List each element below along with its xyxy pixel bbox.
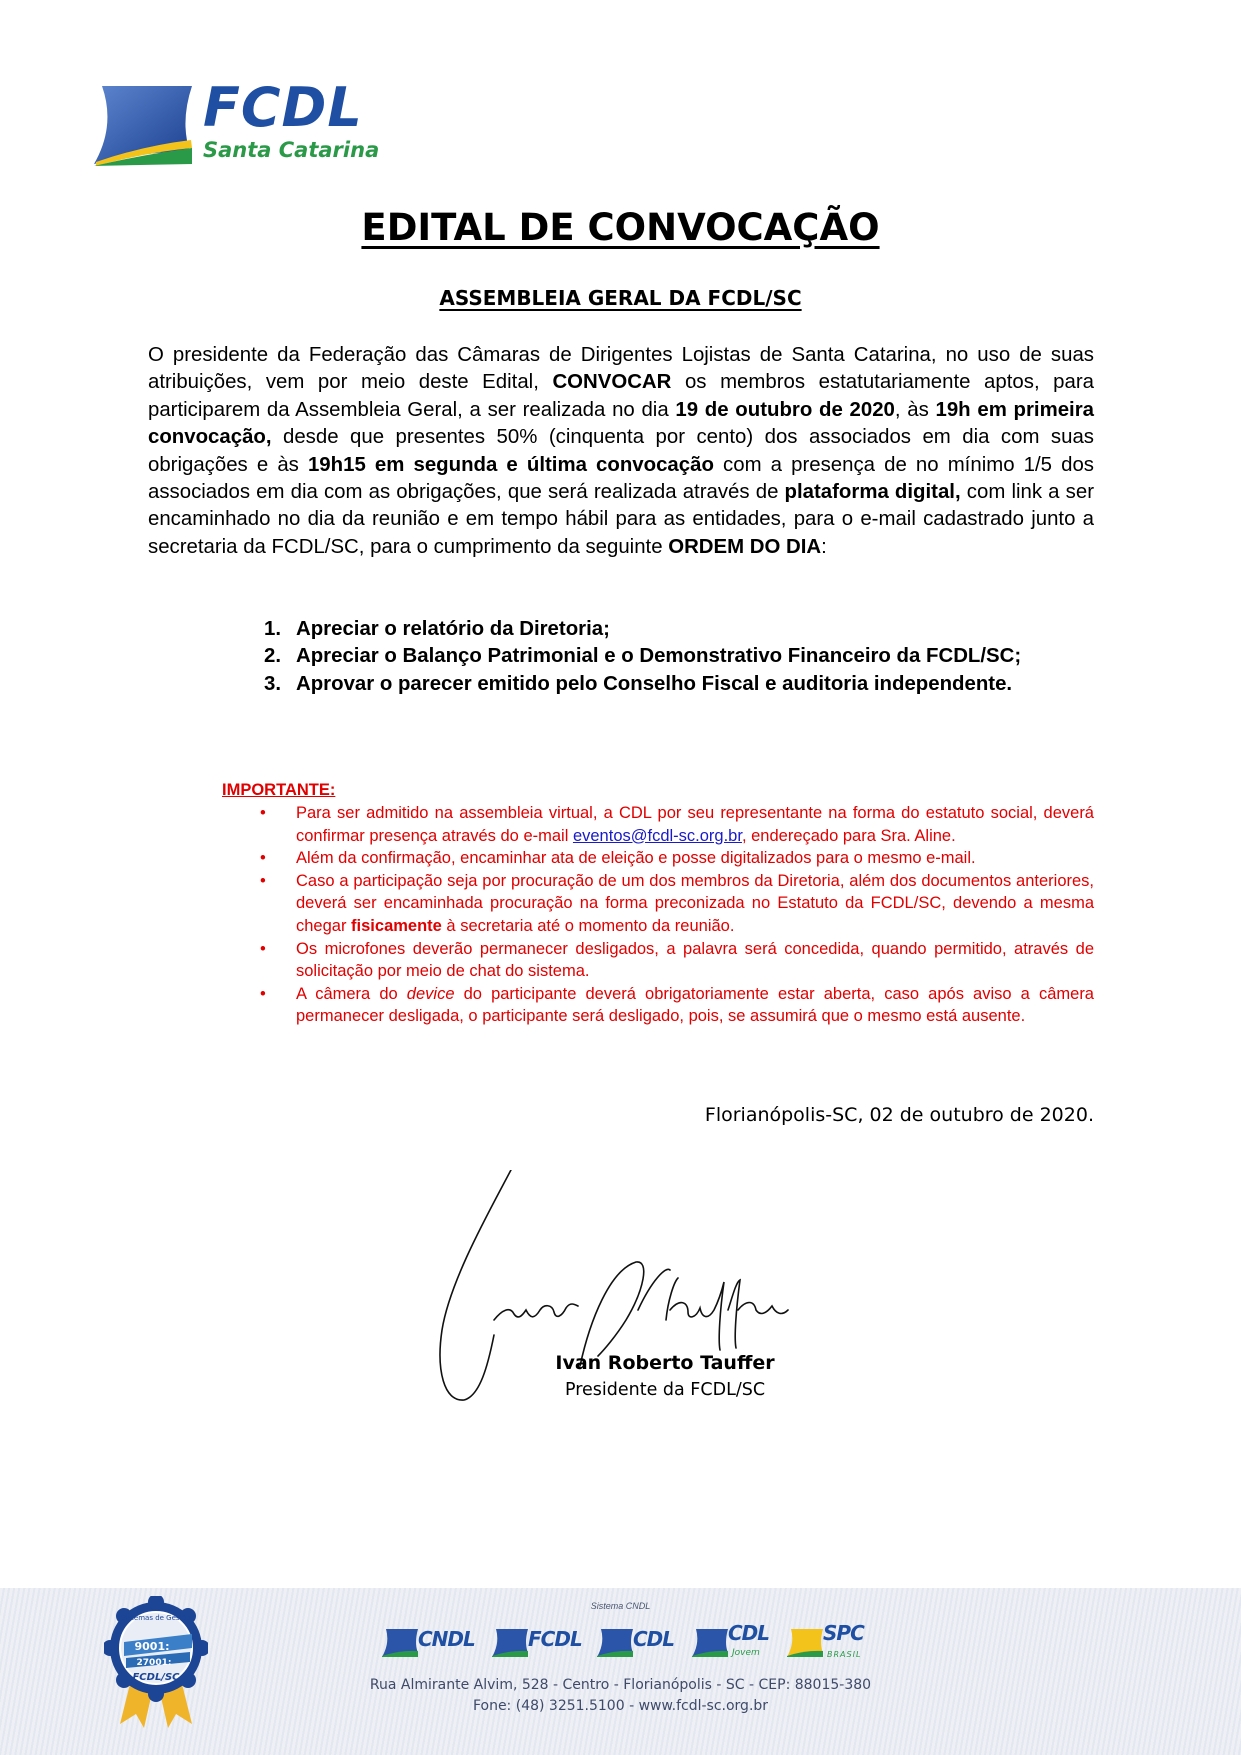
important-text: do participante deverá obrigatoriamente estar aberta, caso após aviso a câmera permanecer desligada, o participante será desligado, pois, se assumirá que o mesmo está ausente. [296, 984, 1094, 1026]
paragraph-text: os membros estatutariamente aptos, para participarem da Assembleia Geral, a ser realizada no dia [148, 371, 1094, 421]
brand-name: SPC [823, 1621, 864, 1645]
important-item [258, 802, 1094, 847]
important-item [258, 983, 1094, 1028]
agenda-number: 3. [264, 672, 282, 695]
logo-title: FCDL [203, 76, 363, 139]
spc-swoosh-icon [787, 1629, 825, 1657]
paragraph-text: O presidente da Federação das Câmaras de Dirigentes Lojistas de Santa Catarina, no uso de suas atribuições, vem por meio deste Edital, [148, 344, 1094, 394]
document-title: EDITAL DE CONVOCAÇÃO [361, 206, 880, 249]
logo-subtitle: Santa Catarina [203, 138, 380, 162]
seal-27001: 27001: [136, 1658, 172, 1668]
document-subtitle: ASSEMBLEIA GERAL DA FCDL/SC [439, 286, 802, 310]
bullet-icon: • [260, 804, 266, 822]
email-link[interactable]: eventos@fcdl-sc.org.br [572, 826, 742, 845]
date-line: Florianópolis-SC, 02 de outubro de 2020. [704, 1104, 1094, 1126]
agenda-item [262, 671, 1094, 698]
important-list [258, 802, 1094, 1028]
paragraph-emphasis: 19h em primeira convocação, [148, 398, 1094, 449]
important-item [258, 938, 1094, 983]
seal-9001: 9001: [134, 1640, 170, 1653]
brand-name: CNDL [418, 1627, 475, 1651]
fcdl-logo-swoosh-icon [92, 82, 202, 170]
address-line: Rua Almirante Alvim, 528 - Centro - Florianópolis - SC - CEP: 88015-380 [369, 1677, 872, 1693]
signer-role: Presidente da FCDL/SC [564, 1380, 766, 1400]
important-text: Além da confirmação, encaminhar ata de eleição e posse digitalizados para o mesmo e-mail. [296, 849, 976, 868]
brand-sub: Jovem [732, 1648, 760, 1658]
paragraph-emphasis: CONVOCAR [552, 371, 672, 394]
paragraph-emphasis: 19h15 em segunda e última convocação [307, 453, 714, 476]
sistema-label: Sistema CNDL [590, 1601, 651, 1611]
bullet-icon: • [260, 871, 266, 890]
paragraph-emphasis: ORDEM DO DIA [668, 535, 822, 558]
agenda-number: 1. [264, 618, 282, 640]
important-text: , endereçado para Sra. Aline. [741, 826, 956, 845]
important-text: à secretaria até o momento da reunião. [441, 916, 735, 935]
agenda-text: Apreciar o relatório da Diretoria; [296, 618, 610, 640]
paragraph-text: com link a ser encaminhado no dia da reunião e em tempo hábil para as entidades, para o e-mail cadastrado junto a secretaria da FCDL/SC, para o cumprimento da seguinte [148, 481, 1094, 558]
footer-address [0, 1675, 1241, 1717]
agenda-text: Apreciar o Balanço Patrimonial e o Demonstrativo Financeiro da FCDL/SC; [296, 645, 1022, 668]
important-item [258, 847, 1094, 870]
bullet-icon: • [260, 939, 266, 958]
signer-name: Ivan Roberto Tauffer [555, 1352, 775, 1374]
fcdl-logo [92, 76, 402, 170]
paragraph-emphasis: 19 de outubro de 2020 [675, 398, 895, 421]
brand-name: FCDL [528, 1627, 582, 1651]
agenda-number: 2. [264, 645, 282, 668]
seal-arc-text: Sistemas de Gestão [121, 1614, 191, 1622]
agenda-item [262, 643, 1094, 670]
cdl-swoosh-icon [597, 1629, 635, 1657]
convocation-paragraph [148, 342, 1094, 561]
handwritten-signature-icon [430, 1170, 850, 1410]
important-text: Os microfones deverão permanecer desligados, a palavra será concedida, quando permitido, através de solicitação por meio de chat do sistema. [296, 939, 1094, 981]
seal-org: FCDL/SC [132, 1672, 180, 1683]
brand-sub: BRASIL [827, 1650, 862, 1659]
important-text: Caso a participação seja por procuração de um dos membros da Diretoria, além dos documentos anteriores, deverá ser encaminhada procuração na forma preconizada no Estatuto da FCDL/SC, devendo a mesma chegar [296, 871, 1094, 935]
bullet-icon: • [260, 849, 266, 868]
fcdl-swoosh-icon [492, 1629, 530, 1657]
important-italic: device [406, 984, 455, 1003]
important-label: IMPORTANTE: [222, 781, 336, 799]
brand-logos [382, 1621, 864, 1665]
paragraph-text: : [821, 535, 827, 558]
important-text: Para ser admitido na assembleia virtual, a CDL por seu representante na forma do estatuto social, deverá confirmar presença através do e-mail [296, 804, 1094, 845]
agenda-item [262, 616, 1094, 643]
paragraph-text: desde que presentes 50% (cinquenta por cento) dos associados em dia com suas obrigações e às [148, 426, 1094, 476]
contact-line: Fone: (48) 3251.5100 - www.fcdl-sc.org.br [472, 1698, 769, 1714]
brand-name: CDL [728, 1621, 770, 1645]
paragraph-emphasis: plataforma digital, [784, 481, 961, 504]
cndl-swoosh-icon [382, 1629, 420, 1657]
bullet-icon: • [260, 984, 266, 1003]
important-item [258, 870, 1094, 938]
agenda-text: Aprovar o parecer emitido pelo Conselho Fiscal e auditoria independente. [296, 672, 1013, 695]
agenda-list [262, 616, 1094, 698]
cdl-jovem-swoosh-icon [692, 1629, 730, 1657]
brand-name: CDL [633, 1627, 675, 1651]
paragraph-text: com a presença de no mínimo 1/5 dos associados em dia com as obrigações, que será realizada através de [148, 453, 1094, 504]
important-text: A câmera do [296, 984, 407, 1003]
paragraph-text: , às [894, 398, 936, 421]
important-emphasis: fisicamente [351, 916, 442, 935]
